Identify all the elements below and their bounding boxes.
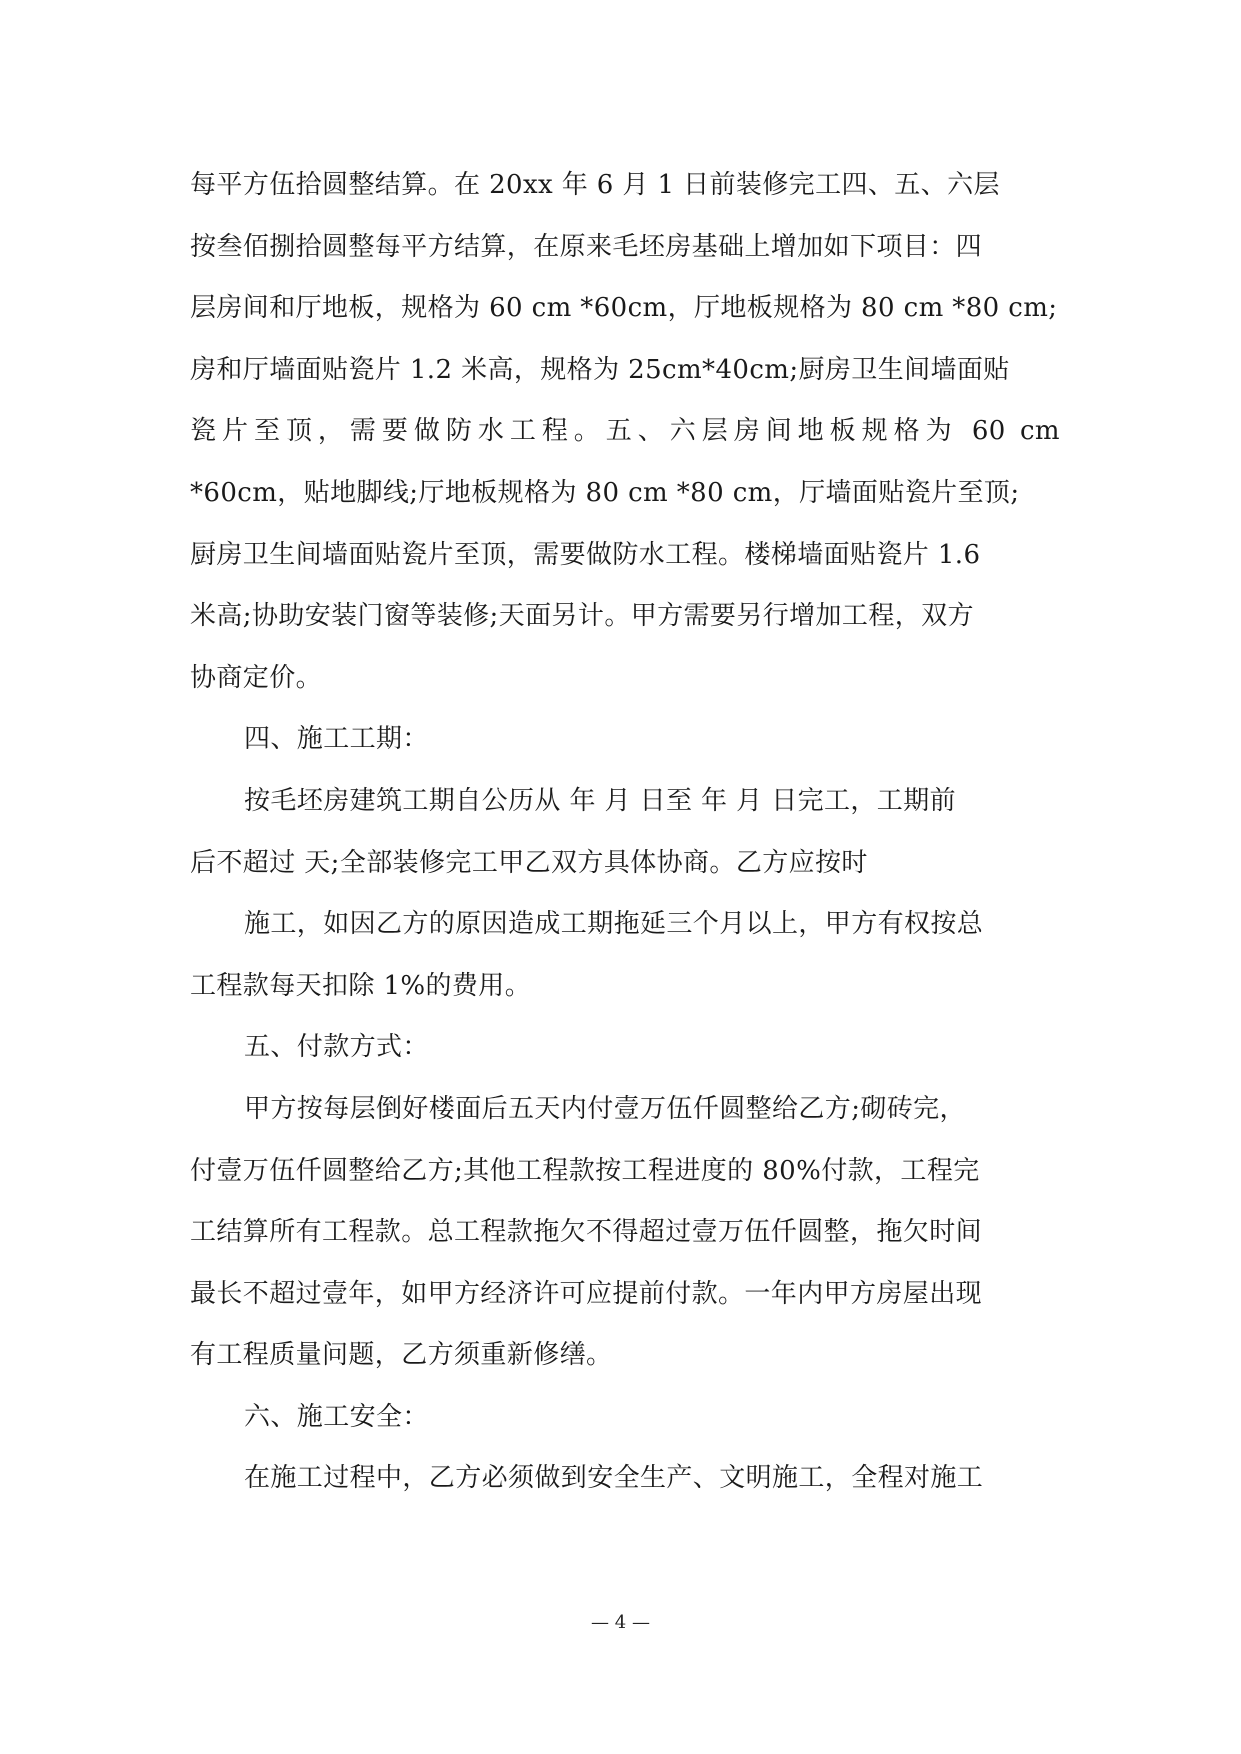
text-line: 后不超过 天;全部装修完工甲乙双方具体协商。乙方应按时 (190, 847, 868, 878)
text-line: 按毛坯房建筑工期自公历从 年 月 日至 年 月 日完工，工期前 (244, 785, 956, 816)
text-line: 米高;协助安装门窗等装修;天面另计。甲方需要另行增加工程，双方 (190, 601, 974, 632)
text-line: 厨房卫生间墙面贴瓷片至顶，需要做防水工程。楼梯墙面贴瓷片 1.6 (190, 539, 981, 570)
text-line: 有工程质量问题，乙方须重新修缮。 (190, 1340, 613, 1371)
text-line: 按叁佰捌拾圆整每平方结算，在原来毛坯房基础上增加如下项目：四 (190, 231, 983, 262)
section-heading-safety: 六、施工安全： (244, 1401, 429, 1432)
text-line: 房和厅墙面贴瓷片 1.2 米高，规格为 25cm*40cm;厨房卫生间墙面贴 (190, 354, 1010, 385)
text-line: 最长不超过壹年，如甲方经济许可应提前付款。一年内甲方房屋出现 (190, 1278, 983, 1309)
text-line: 甲方按每层倒好楼面后五天内付壹万伍仟圆整给乙方;砌砖完， (244, 1093, 966, 1124)
text-line: 瓷片至顶，需要做防水工程。五、六层房间地板规格为 60 cm (190, 416, 1060, 447)
text-line: *60cm，贴地脚线;厅地板规格为 80 cm *80 cm，厅墙面贴瓷片至顶; (190, 477, 1020, 508)
text-line: 施工，如因乙方的原因造成工期拖延三个月以上，甲方有权按总 (244, 909, 984, 940)
document-body (190, 155, 1060, 1510)
text-line: 工结算所有工程款。总工程款拖欠不得超过壹万伍仟圆整，拖欠时间 (190, 1217, 983, 1248)
text-line: 付壹万伍仟圆整给乙方;其他工程款按工程进度的 80%付款，工程完 (190, 1155, 980, 1186)
section-heading-payment: 五、付款方式： (244, 1032, 429, 1063)
text-line: 层房间和厅地板，规格为 60 cm *60cm，厅地板规格为 80 cm *80 cm; (190, 293, 1058, 324)
text-line: 每平方伍拾圆整结算。在 20xx 年 6 月 1 日前装修完工四、五、六层 (190, 170, 1000, 200)
text-line: 在施工过程中，乙方必须做到安全生产、文明施工，全程对施工 (244, 1463, 984, 1494)
section-heading-schedule: 四、施工工期： (244, 724, 429, 755)
page-number: — 4 — (591, 1612, 650, 1633)
text-line: 协商定价。 (190, 662, 323, 693)
text-line: 工程款每天扣除 1%的费用。 (190, 970, 532, 1001)
